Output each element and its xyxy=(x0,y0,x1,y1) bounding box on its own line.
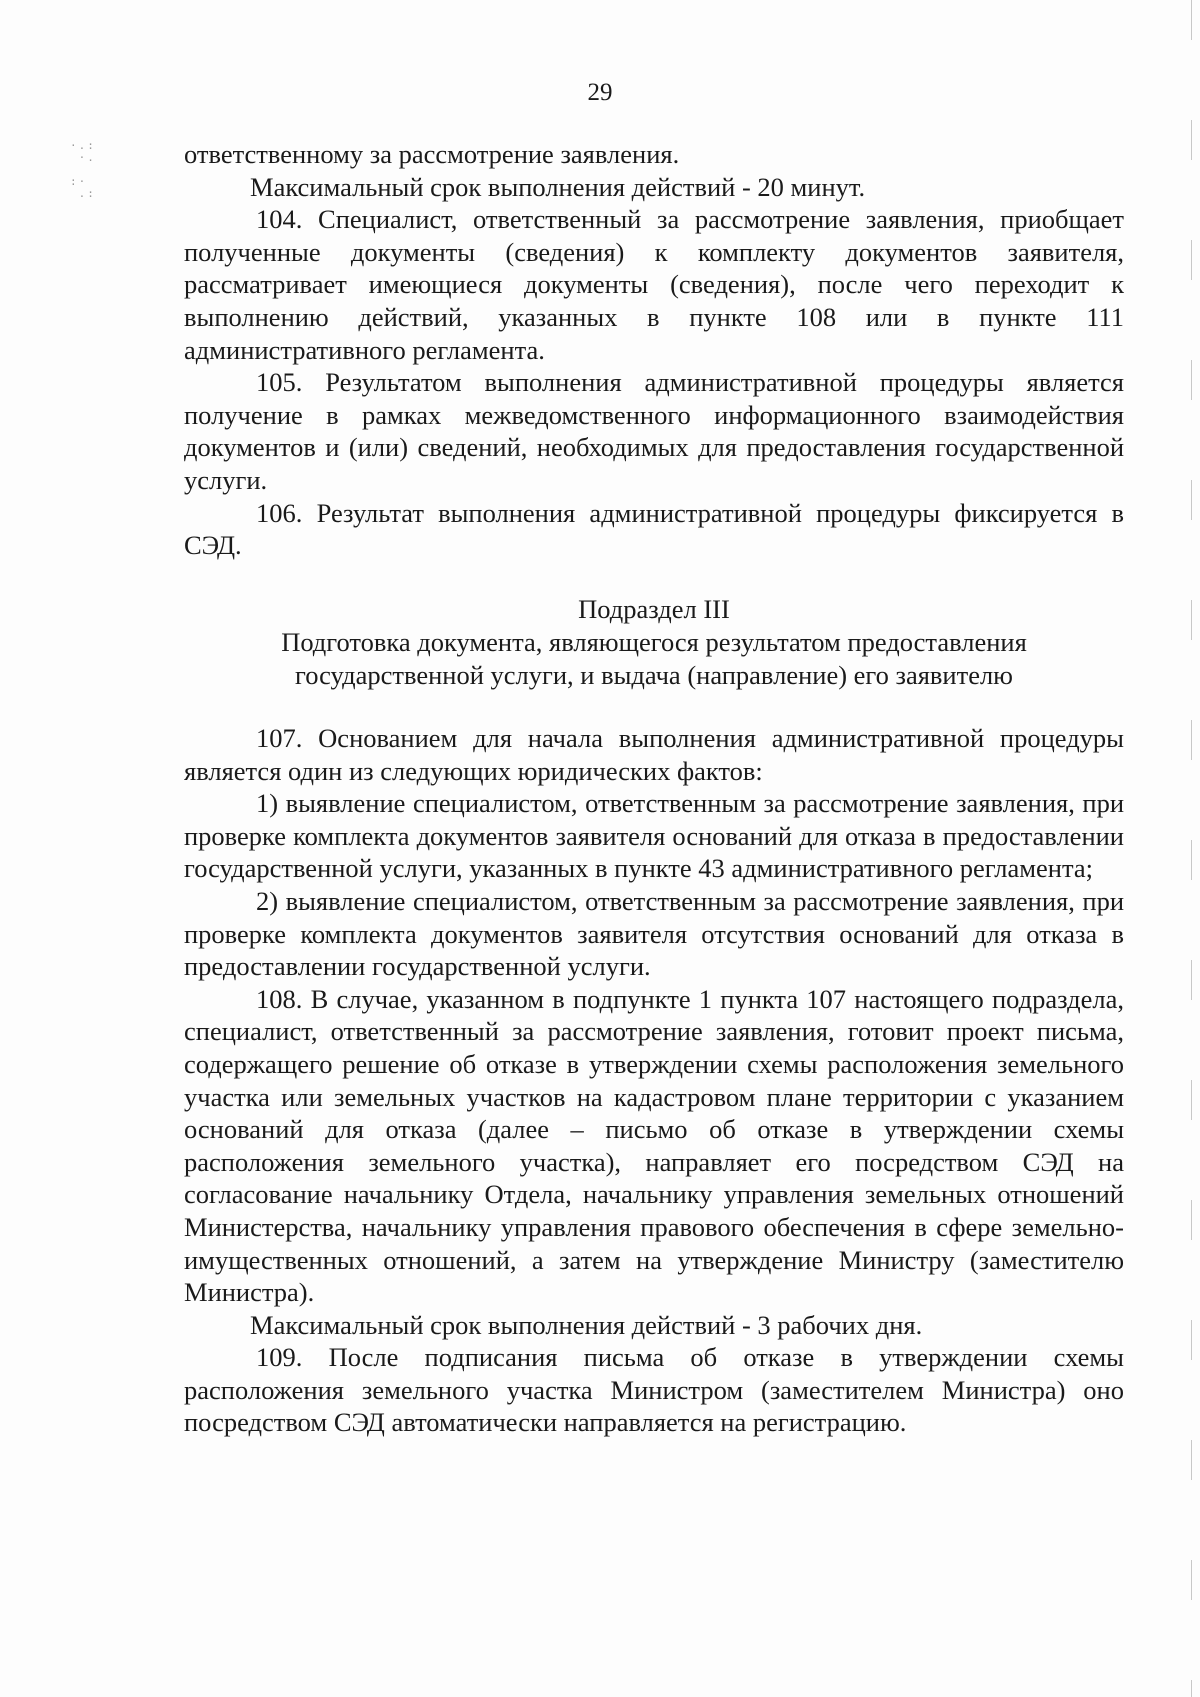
scan-artifact-marks: ·.: ·. :· .: xyxy=(70,139,96,200)
list-item-2: 2) выявление специалистом, ответственным за рассмотрение заявления, при проверке комплекта документов заявителя отсутствия оснований для отказа в предоставлении государственной услуги. xyxy=(184,885,1124,982)
paragraph-106: 106. Результат выполнения административной процедуры фиксируется в СЭД. xyxy=(184,497,1124,561)
bottom-text-block xyxy=(184,722,1124,1439)
paragraph-109: 109. После подписания письма об отказе в утверждении схемы расположения земельного участка Министром (заместителем Министра) оно посредством СЭД автоматически направляется на регистрацию. xyxy=(184,1342,1124,1438)
paragraph-deadline-20-min: Максимальный срок выполнения действий - 20 минут. xyxy=(250,171,866,202)
paragraph-continuation: ответственному за рассмотрение заявления. xyxy=(184,139,680,169)
page-number: 29 xyxy=(587,79,613,106)
section-subtitle xyxy=(184,626,1124,691)
section-subtitle-line-2: государственной услуги, и выдача (направление) его заявителю xyxy=(295,659,1013,690)
scan-edge-line xyxy=(1191,0,1192,1697)
section-subtitle-line-1: Подготовка документа, являющегося результатом предоставления xyxy=(281,627,1027,657)
top-text-block xyxy=(184,138,1124,562)
paragraph-107: 107. Основанием для начала выполнения административной процедуры является один из следующих юридических фактов: xyxy=(184,723,1124,786)
paragraph-105: 105. Результатом выполнения административной процедуры является получение в рамках межведомственного информационного взаимодействия документов и (или) сведений, необходимых для предоставления государственной услуги. xyxy=(184,367,1124,495)
section-title: Подраздел III xyxy=(578,594,730,624)
paragraph-104: 104. Специалист, ответственный за рассмотрение заявления, приобщает полученные документы (сведения) к комплекту документов заявителя, рассматривает имеющиеся документы (сведения), после чего переходит к выполнению действий, указанных в пункте 108 или в пункте 111 административного регламента. xyxy=(184,204,1124,365)
paragraph-deadline-3-days: Максимальный срок выполнения действий - 3 рабочих дня. xyxy=(250,1309,923,1340)
paragraph-108: 108. В случае, указанном в подпункте 1 пункта 107 настоящего подраздела, специалист, ответственный за рассмотрение заявления, готовит проект письма, содержащего решение об отказе в утверждении схемы расположения земельного участка или земельных участков на кадастровом плане территории с указанием оснований для отказа (далее – письмо об отказе в утверждении схемы расположения земельного участка), направляет его посредством СЭД на согласование начальнику Отдела, начальнику управления земельных отношений Министерства, начальнику управления правового обеспечения в сфере земельно-имущественных отношений, а затем на утверждение Министру (заместителю Министра). xyxy=(184,983,1124,1308)
list-item-1: 1) выявление специалистом, ответственным за рассмотрение заявления, при проверке комплекта документов заявителя оснований для отказа в предоставлении государственной услуги, указанных в пункте 43 административного регламента; xyxy=(184,788,1124,884)
